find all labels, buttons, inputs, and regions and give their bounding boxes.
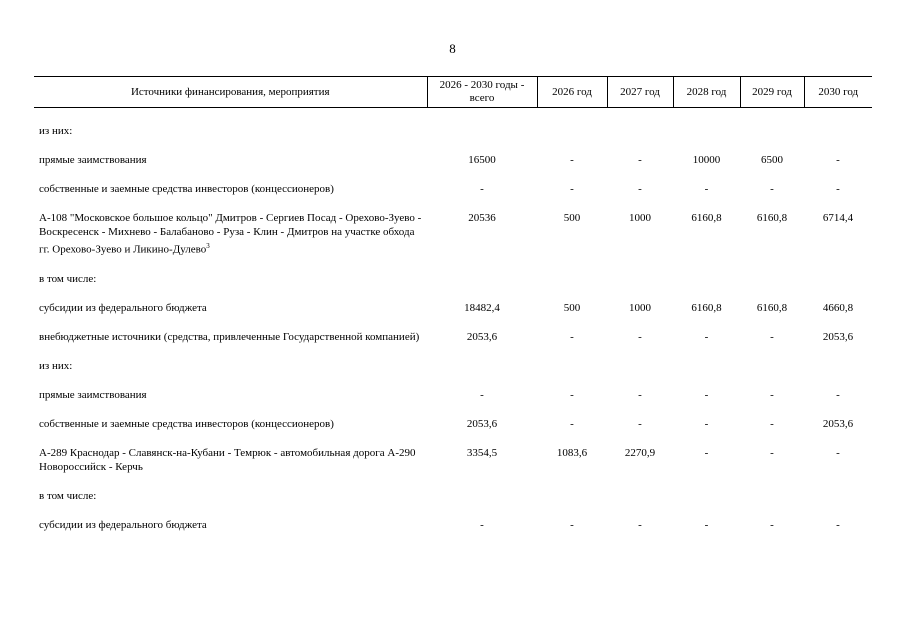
value-cell: - xyxy=(836,518,840,531)
value-cell: 2053,6 xyxy=(822,330,854,343)
value-cell: - xyxy=(480,518,484,531)
row-label-text: собственные и заемные средства инвесторов (концессионеров) xyxy=(39,183,334,195)
value-cell: - xyxy=(704,183,709,195)
value-cell xyxy=(607,124,673,138)
value-cell xyxy=(673,272,740,286)
value-cell xyxy=(740,359,804,373)
value-cell: - xyxy=(836,183,840,195)
table-row xyxy=(34,417,872,431)
value-cell: - xyxy=(770,183,774,195)
value-cell xyxy=(537,489,607,503)
value-cell: 6160,8 xyxy=(756,301,788,314)
value-cell: - xyxy=(638,518,642,531)
value-cell xyxy=(804,124,872,138)
row-label-text: собственные и заемные средства инвесторов (концессионеров) xyxy=(39,417,334,430)
header-cell: 2028 год xyxy=(673,77,740,108)
value-cell: - xyxy=(704,446,709,459)
value-cell: - xyxy=(704,330,709,343)
value-cell: 10000 xyxy=(692,154,721,166)
row-label xyxy=(34,330,427,344)
row-spacer xyxy=(34,474,872,489)
header-cell: 2026 год xyxy=(537,77,607,108)
value-cell: - xyxy=(570,330,574,343)
value-cell xyxy=(804,272,872,286)
value-cell xyxy=(804,489,872,503)
value-cell xyxy=(673,489,740,503)
value-cell: - xyxy=(770,417,774,430)
row-spacer xyxy=(34,257,872,272)
row-label-text: субсидии из федерального бюджета xyxy=(39,301,207,314)
value-cell: 2053,6 xyxy=(822,417,854,430)
value-cell: - xyxy=(570,518,574,531)
row-label xyxy=(34,301,427,315)
value-cell: 6160,8 xyxy=(756,212,788,224)
header-cell: 2027 год xyxy=(607,77,673,108)
value-cell: 2053,6 xyxy=(466,330,498,343)
value-cell: - xyxy=(570,183,574,195)
table-row xyxy=(34,124,872,138)
table-row xyxy=(34,330,872,344)
value-cell: - xyxy=(704,417,709,430)
row-label xyxy=(34,211,427,257)
table-row xyxy=(34,211,872,257)
value-cell xyxy=(740,272,804,286)
table-row xyxy=(34,518,872,532)
value-cell: - xyxy=(770,446,774,459)
row-label xyxy=(34,446,427,474)
table-row xyxy=(34,153,872,167)
row-spacer xyxy=(34,138,872,153)
row-spacer xyxy=(34,503,872,518)
row-label-text: А-289 Краснодар - Славянск-на-Кубани - Темрюк - автомобильная дорога А-290 Новороссийск - Керчь xyxy=(39,446,416,473)
value-cell: 6500 xyxy=(761,154,783,166)
value-cell: 4660,8 xyxy=(822,301,854,314)
value-cell: - xyxy=(570,154,574,166)
row-spacer xyxy=(34,344,872,359)
row-label-text: А-108 "Московское большое кольцо" Дмитров - Сергиев Посад - Орехово-Зуево - Воскресенск - Михнево - Балабаново - Руза - Клин - Дмитров на участке обхода гг. Орехово-Зуево и Ликино-Дулево xyxy=(39,212,422,256)
value-cell: 2053,6 xyxy=(466,417,498,430)
financing-table xyxy=(34,76,872,532)
header-cell: Источники финансирования, мероприятия xyxy=(34,77,427,108)
value-cell xyxy=(427,489,537,503)
page-number: 8 xyxy=(449,41,456,56)
row-spacer xyxy=(34,108,872,125)
value-cell: - xyxy=(570,388,574,401)
row-label-text: из них: xyxy=(39,125,73,137)
value-cell: 1000 xyxy=(629,212,651,224)
row-spacer xyxy=(34,373,872,388)
value-cell xyxy=(427,272,537,286)
value-cell xyxy=(740,489,804,503)
table-header-row xyxy=(34,77,872,108)
value-cell: - xyxy=(638,388,642,401)
row-label-text: прямые заимствования xyxy=(39,154,147,166)
value-cell: - xyxy=(638,154,642,166)
value-cell: - xyxy=(704,388,709,401)
value-cell xyxy=(673,359,740,373)
value-cell: - xyxy=(836,446,840,459)
row-label-text: в том числе: xyxy=(39,272,97,285)
header-cell: 2026 - 2030 годы - всего xyxy=(427,77,537,108)
value-cell: - xyxy=(836,388,840,401)
value-cell: 6160,8 xyxy=(691,301,722,314)
value-cell xyxy=(537,359,607,373)
value-cell xyxy=(537,272,607,286)
row-label xyxy=(34,182,427,196)
table-row xyxy=(34,388,872,402)
row-label-text: субсидии из федерального бюджета xyxy=(39,518,207,531)
header-cell: 2029 год xyxy=(740,77,804,108)
value-cell xyxy=(607,489,673,503)
value-cell: - xyxy=(836,154,840,166)
value-cell: 6160,8 xyxy=(691,212,722,224)
footnote-marker: 3 xyxy=(206,242,210,250)
value-cell: - xyxy=(638,417,642,430)
row-spacer xyxy=(34,431,872,446)
row-label xyxy=(34,124,427,138)
value-cell: 16500 xyxy=(468,154,496,166)
value-cell xyxy=(740,124,804,138)
row-label xyxy=(34,359,427,373)
value-cell xyxy=(804,359,872,373)
value-cell: 1083,6 xyxy=(556,446,588,459)
value-cell xyxy=(673,124,740,138)
row-spacer xyxy=(34,167,872,182)
value-cell: - xyxy=(770,388,774,401)
value-cell xyxy=(427,124,537,138)
table-row xyxy=(34,359,872,373)
row-spacer xyxy=(34,286,872,301)
table-row xyxy=(34,301,872,315)
row-label xyxy=(34,518,427,532)
value-cell: 3354,5 xyxy=(466,446,498,459)
row-spacer xyxy=(34,315,872,330)
row-label xyxy=(34,417,427,431)
table-row xyxy=(34,272,872,286)
value-cell: - xyxy=(770,330,774,343)
row-label-text: из них: xyxy=(39,359,73,372)
row-label-text: прямые заимствования xyxy=(39,388,147,401)
value-cell xyxy=(607,272,673,286)
value-cell: - xyxy=(704,518,709,531)
row-spacer xyxy=(34,402,872,417)
value-cell: 500 xyxy=(563,301,581,314)
value-cell: - xyxy=(638,330,642,343)
table-row xyxy=(34,489,872,503)
value-cell: - xyxy=(570,417,574,430)
value-cell: 20536 xyxy=(468,212,496,224)
value-cell: - xyxy=(480,388,484,401)
table-row xyxy=(34,182,872,196)
value-cell: 2270,9 xyxy=(624,446,656,459)
header-cell: 2030 год xyxy=(804,77,872,108)
value-cell xyxy=(427,359,537,373)
row-label xyxy=(34,489,427,503)
row-label-text: в том числе: xyxy=(39,489,97,502)
value-cell xyxy=(537,124,607,138)
value-cell: - xyxy=(480,183,484,195)
table-row xyxy=(34,446,872,474)
value-cell: 1000 xyxy=(629,301,651,314)
value-cell: - xyxy=(638,183,642,195)
value-cell: 500 xyxy=(563,212,581,224)
row-label xyxy=(34,272,427,286)
row-spacer xyxy=(34,196,872,211)
value-cell: 18482,4 xyxy=(464,301,500,314)
row-label xyxy=(34,153,427,167)
row-label xyxy=(34,388,427,402)
row-label-text: внебюджетные источники (средства, привлеченные Государственной компанией) xyxy=(39,330,420,343)
value-cell: 6714,4 xyxy=(822,212,854,224)
value-cell xyxy=(607,359,673,373)
value-cell: - xyxy=(770,518,774,531)
